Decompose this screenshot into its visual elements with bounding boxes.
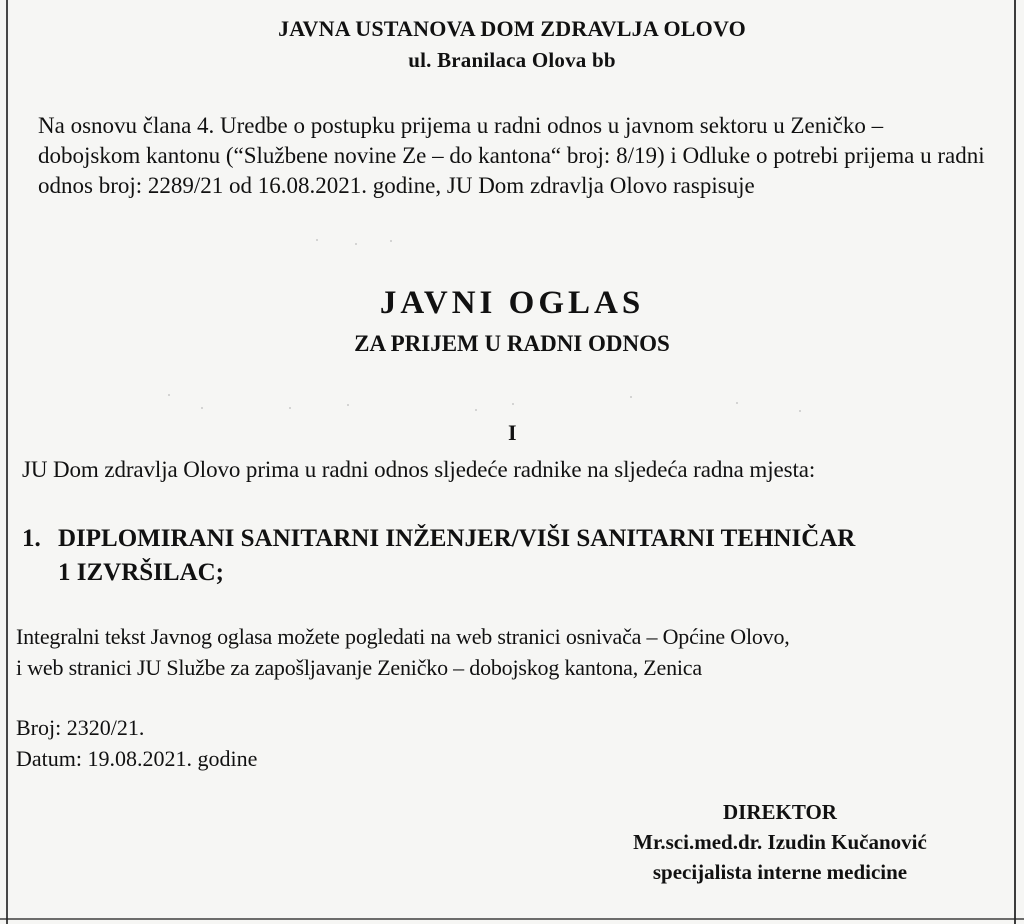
position-name: DIPLOMIRANI SANITARNI INŽENJER/VIŠI SANITARNI TEHNIČAR <box>58 525 856 552</box>
position-count: 1 IZVRŠILAC; <box>58 559 225 586</box>
scan-speck <box>316 239 318 241</box>
left-scan-edge <box>6 0 8 924</box>
integral-text-line-2: i web stranici JU Službe za zapošljavanje Zeničko – dobojskog kantona, Zenica <box>16 655 702 680</box>
document-subtitle: ZA PRIJEM U RADNI ODNOS <box>354 331 670 356</box>
section-numeral: I <box>508 420 517 445</box>
institution-address: ul. Branilaca Olova bb <box>408 48 616 72</box>
scan-speck <box>289 407 291 409</box>
bottom-border-line <box>0 918 1024 920</box>
right-scan-edge <box>1014 0 1016 924</box>
scan-speck <box>630 396 632 398</box>
document-date: Datum: 19.08.2021. godine <box>16 746 258 771</box>
scan-speck <box>201 407 203 409</box>
job-position <box>22 522 1002 590</box>
scan-speck <box>475 409 477 411</box>
integral-text-line-1: Integralni tekst Javnog oglasa možete pogledati na web stranici osnivača – Općine Olovo, <box>16 624 790 649</box>
scan-speck <box>736 402 738 404</box>
document-meta <box>16 712 257 774</box>
intro-paragraph: Na osnovu člana 4. Uredbe o postupku prijema u radni odnos u javnom sektoru u Zeničko – dobojskom kantonu (“Službene novine Ze – do kantona“ broj: 8/19) i Odluke o potrebi prijema u radni odnos broj: 2289/21 od 16.08.2021. godine, JU Dom zdravlja Olovo raspisuje <box>38 113 985 198</box>
scan-speck <box>355 243 357 245</box>
signature-name: Mr.sci.med.dr. Izudin Kučanović <box>633 830 927 854</box>
document-number: Broj: 2320/21. <box>16 715 145 740</box>
scan-speck <box>168 394 170 396</box>
signature-block <box>575 797 985 887</box>
signature-title: DIREKTOR <box>723 800 837 824</box>
signature-specialty: specijalista interne medicine <box>652 860 908 884</box>
scan-speck <box>390 240 392 242</box>
position-number: 1. <box>22 525 41 552</box>
institution-name: JAVNA USTANOVA DOM ZDRAVLJA OLOVO <box>278 16 746 41</box>
document-title: JAVNI OGLAS <box>379 285 645 321</box>
scan-speck <box>512 403 514 405</box>
scan-speck <box>347 404 349 406</box>
scan-speck <box>799 410 801 412</box>
section-intro-text: JU Dom zdravlja Olovo prima u radni odnos sljedeće radnike na sljedeća radna mjesta: <box>22 457 816 482</box>
integral-text-block <box>16 621 1006 683</box>
